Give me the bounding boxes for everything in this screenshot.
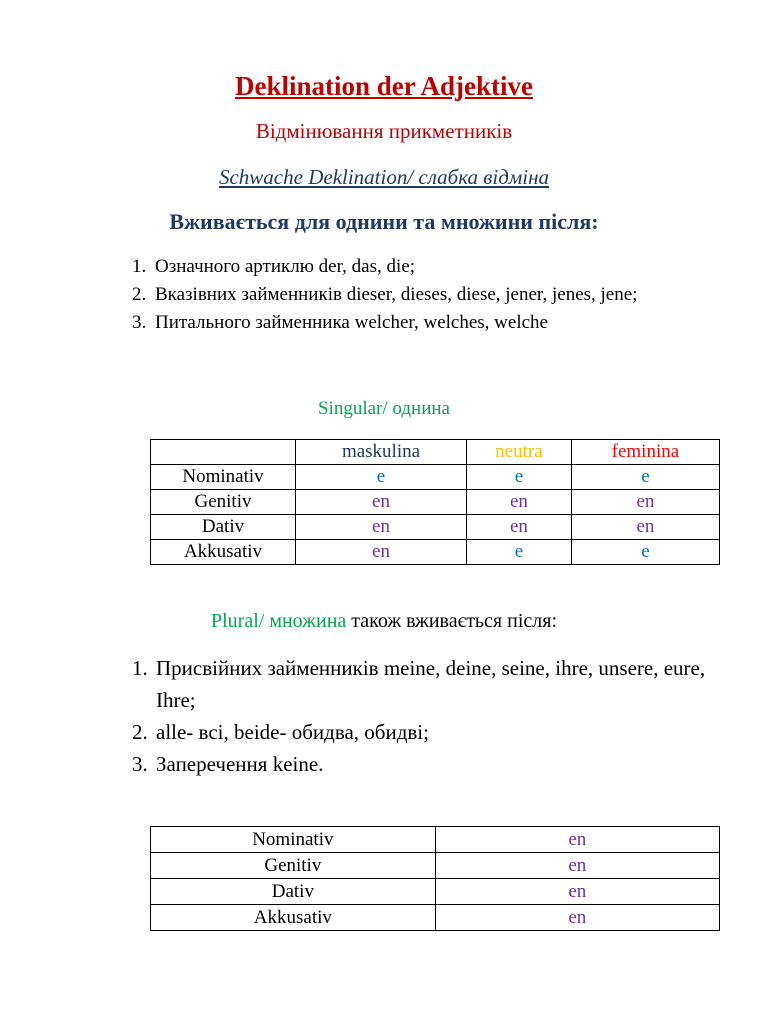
header-feminina: feminina — [571, 440, 719, 465]
plural-table — [150, 826, 720, 931]
empty-header-cell — [151, 440, 296, 465]
list-text: Присвійних займенників meine, deine, seine, ihre, unsere, eure, Ihre; — [156, 656, 706, 712]
list-item — [132, 716, 712, 748]
list-number: 3. — [132, 752, 148, 776]
page-title: Deklination der Adjektive — [234, 71, 533, 101]
ending-cell: e — [467, 465, 572, 490]
case-label: Akkusativ — [151, 905, 436, 931]
plural-label: Plural/ множина — [210, 610, 347, 632]
case-label: Nominativ — [151, 465, 296, 490]
ending-cell: e — [296, 465, 467, 490]
list-number: 2. — [132, 284, 147, 305]
plural-rest: також вживається після: — [346, 610, 558, 632]
case-label: Genitiv — [151, 490, 296, 515]
plural-heading — [0, 610, 768, 633]
table-row — [151, 827, 720, 853]
ending-cell: en — [435, 827, 719, 853]
case-label: Akkusativ — [151, 540, 296, 565]
singular-table — [150, 439, 720, 565]
ending-cell: e — [571, 540, 719, 565]
list-text: Означного артиклю der, das, die; — [155, 256, 415, 277]
ending-cell: en — [296, 540, 467, 565]
usage-list — [132, 253, 712, 337]
list-number: 1. — [132, 656, 148, 680]
ending-cell: en — [571, 515, 719, 540]
table-row — [151, 905, 720, 931]
case-label: Dativ — [151, 515, 296, 540]
ending-cell: en — [467, 490, 572, 515]
singular-heading: Singular/ однина — [318, 398, 450, 419]
list-item — [132, 309, 712, 337]
ending-cell: en — [296, 515, 467, 540]
list-number: 2. — [132, 720, 148, 744]
table-header-row — [151, 440, 720, 465]
plural-usage-list — [132, 652, 712, 780]
case-label: Nominativ — [151, 827, 436, 853]
list-item — [132, 281, 712, 309]
page-subtitle: Відмінювання прикметників — [255, 119, 513, 143]
header-maskulina: maskulina — [296, 440, 467, 465]
list-item — [132, 748, 712, 780]
case-label: Dativ — [151, 879, 436, 905]
header-neutra: neutra — [467, 440, 572, 465]
table-row — [151, 879, 720, 905]
usage-heading: Вживається для однини та множини після: — [169, 209, 599, 234]
ending-cell: e — [571, 465, 719, 490]
table-row — [151, 515, 720, 540]
ending-cell: en — [435, 905, 719, 931]
list-text: Вказівних займенників dieser, dieses, diese, jener, jenes, jene; — [155, 284, 638, 305]
list-number: 1. — [132, 256, 147, 277]
ending-cell: en — [296, 490, 467, 515]
ending-cell: en — [435, 879, 719, 905]
list-text: Питального займенника welcher, welches, welche — [155, 312, 548, 333]
table-row — [151, 853, 720, 879]
ending-cell: e — [467, 540, 572, 565]
table-row — [151, 490, 720, 515]
ending-cell: en — [435, 853, 719, 879]
list-text: alle- всі, beide- обидва, обидві; — [156, 720, 429, 744]
list-number: 3. — [132, 312, 147, 333]
ending-cell: en — [571, 490, 719, 515]
table-row — [151, 540, 720, 565]
list-item — [132, 652, 712, 716]
list-item — [132, 253, 712, 281]
weak-declination-heading: Schwache Deklination/ слабка відміна — [218, 165, 550, 189]
table-row — [151, 465, 720, 490]
ending-cell: en — [467, 515, 572, 540]
list-text: Заперечення keine. — [156, 752, 324, 776]
case-label: Genitiv — [151, 853, 436, 879]
